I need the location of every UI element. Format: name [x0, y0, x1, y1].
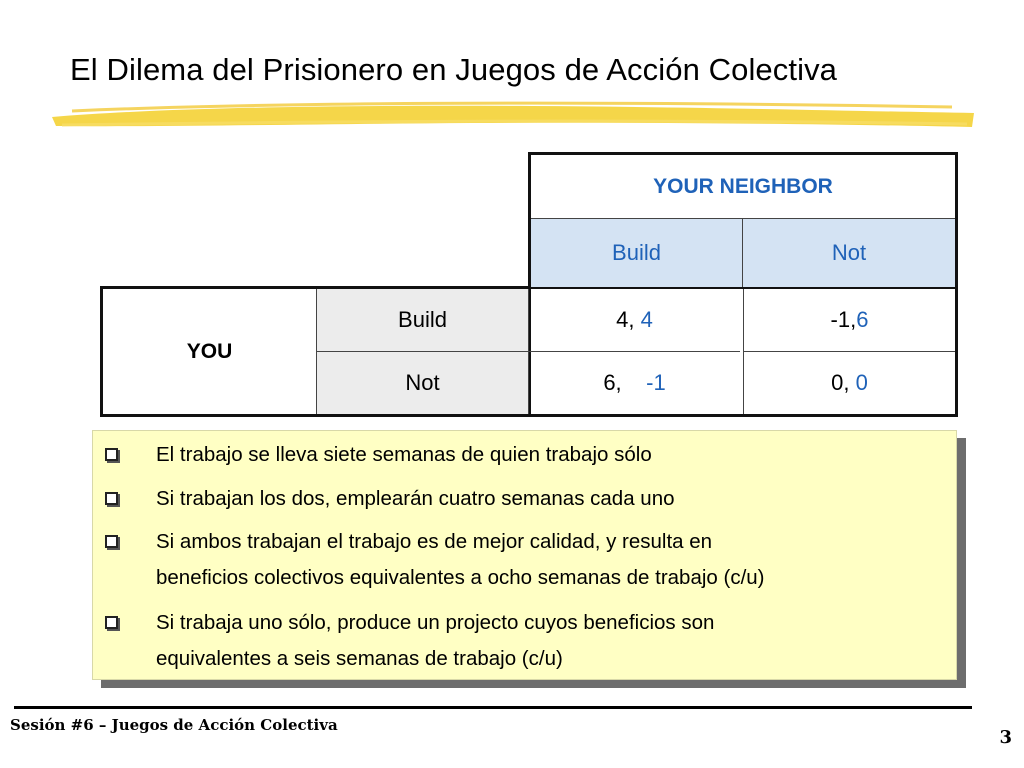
note-text: El trabajo se lleva siete semanas de quien trabajo sólo — [156, 443, 652, 466]
row-header-build: Build — [316, 289, 528, 352]
payoff-neighbor: 0 — [855, 370, 868, 395]
footer-session: Sesión #6 – Juegos de Acción Colectiva — [10, 716, 338, 734]
column-header-not: Not — [743, 219, 955, 287]
payoff-you: -1, — [830, 307, 857, 332]
payoff-not-not — [743, 352, 955, 414]
note-text: equivalentes a seis semanas de trabajo (c/u) — [156, 647, 563, 670]
checkbox-bullet-icon — [105, 448, 118, 461]
payoff-neighbor: -1 — [646, 370, 666, 395]
checkbox-bullet-icon — [105, 535, 118, 548]
payoff-you: 6, — [603, 370, 622, 395]
row-header-not: Not — [316, 352, 528, 414]
payoff-you: 0, — [831, 370, 850, 395]
payoff-build-not — [743, 289, 955, 352]
footer-divider — [14, 706, 972, 709]
notes-box — [92, 430, 957, 680]
highlighter-stroke — [52, 97, 974, 133]
checkbox-bullet-icon — [105, 616, 118, 629]
note-text: Si trabaja uno sólo, produce un projecto cuyos beneficios son — [156, 611, 715, 634]
neighbor-header: YOUR NEIGHBOR — [531, 155, 955, 219]
payoff-build-build — [528, 289, 740, 352]
payoff-not-build — [528, 352, 740, 414]
page-number: 3 — [999, 727, 1012, 748]
you-label: YOU — [186, 339, 233, 363]
column-header-build: Build — [531, 219, 743, 287]
note-text: Si trabajan los dos, emplearán cuatro semanas cada uno — [156, 487, 675, 510]
note-text: Si ambos trabajan el trabajo es de mejor calidad, y resulta en — [156, 530, 713, 553]
slide-title: El Dilema del Prisionero en Juegos de Acción Colectiva — [70, 52, 838, 87]
payoff-neighbor: 4 — [640, 307, 653, 332]
payoff-you: 4, — [616, 307, 635, 332]
payoff-neighbor: 6 — [856, 307, 869, 332]
note-text: beneficios colectivos equivalentes a ocho semanas de trabajo (c/u) — [156, 566, 765, 589]
checkbox-bullet-icon — [105, 492, 118, 505]
